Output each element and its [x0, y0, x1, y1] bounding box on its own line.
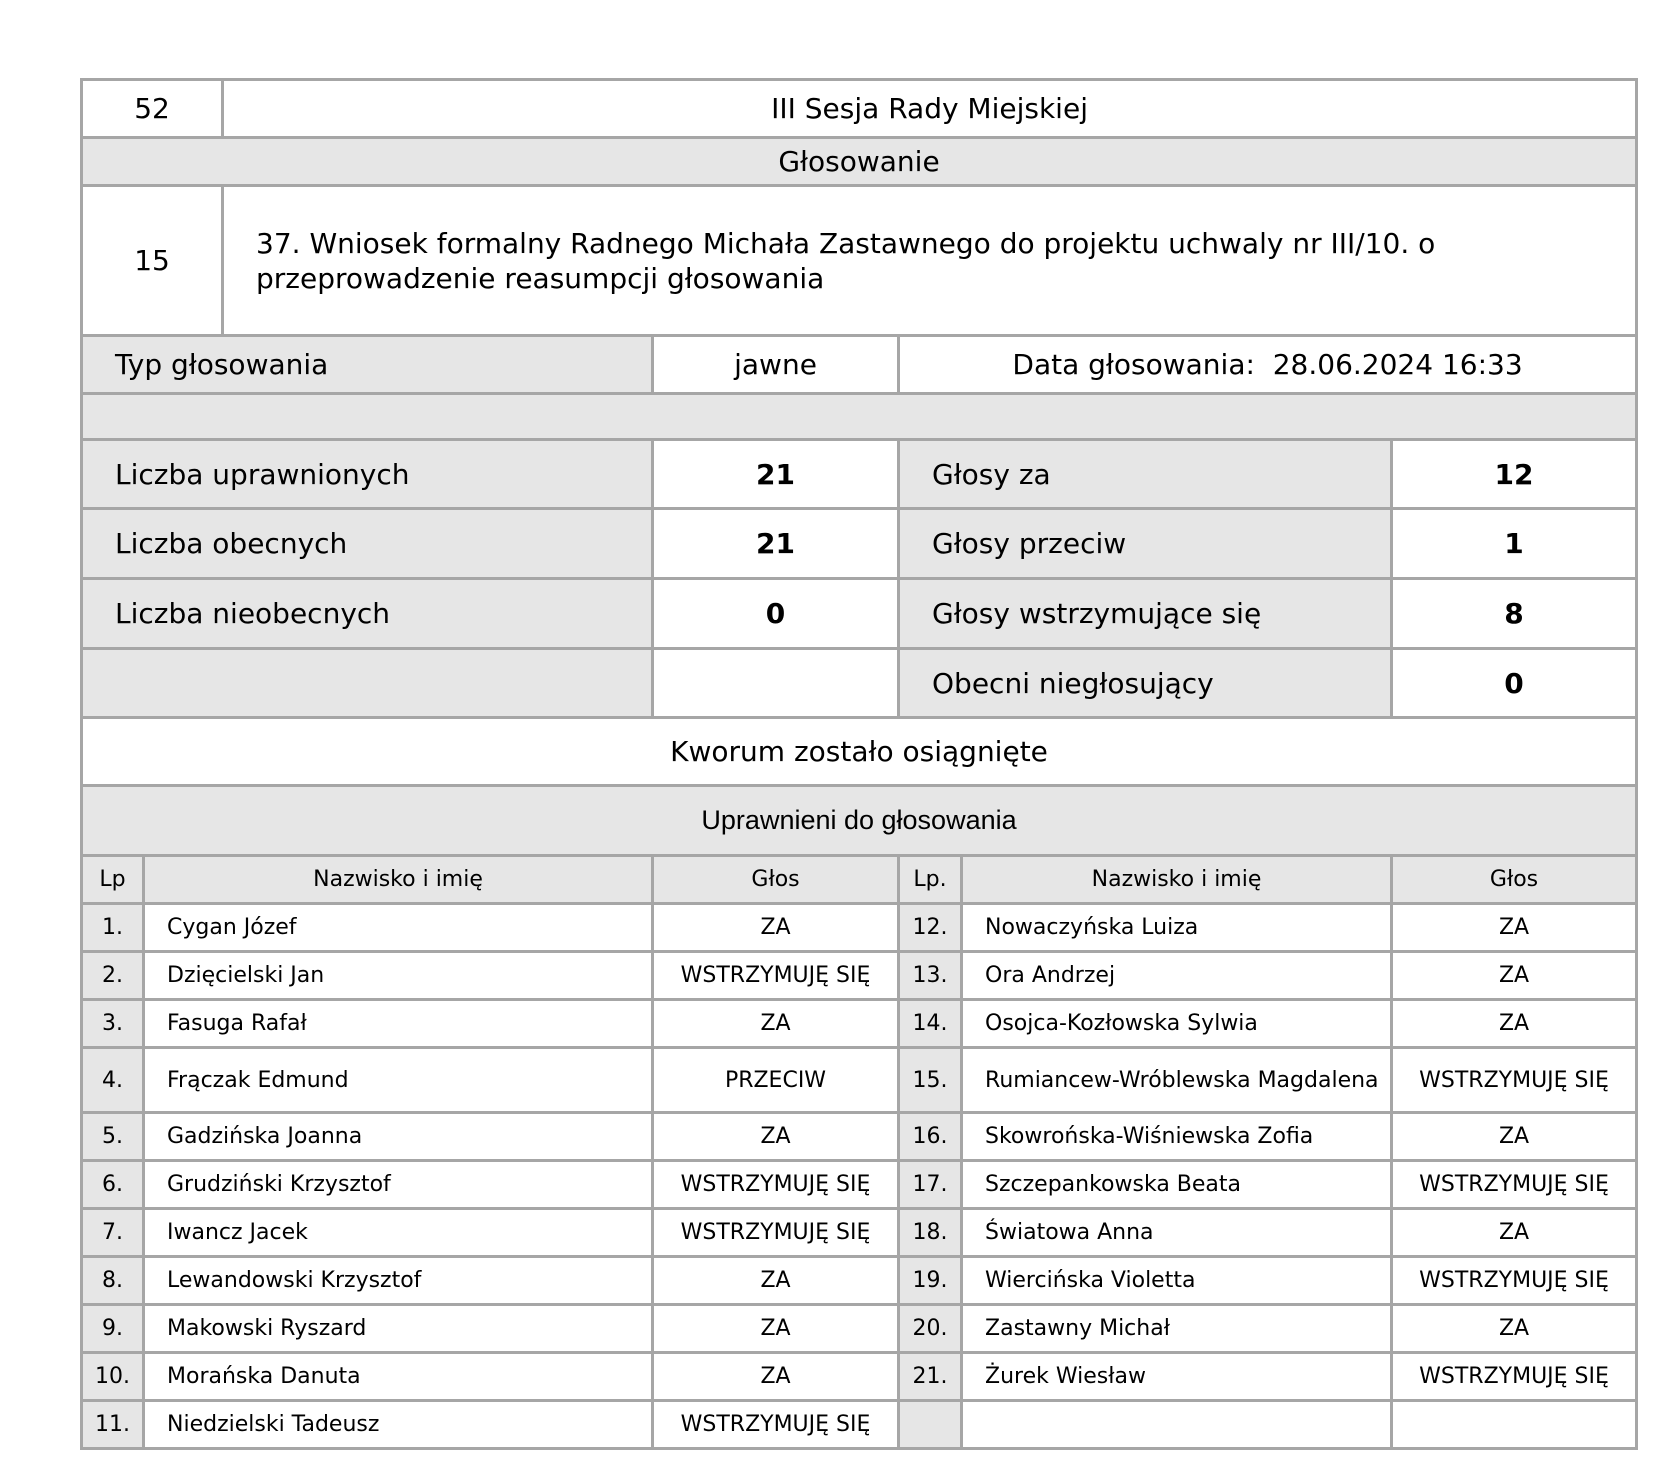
table-row [82, 1305, 1637, 1353]
voter-vote: ZA [1392, 1000, 1637, 1048]
voter-lp: 19. [899, 1257, 962, 1305]
voters-section-label: Uprawnieni do głosowania [82, 786, 1637, 856]
voter-lp: 17. [899, 1161, 962, 1209]
voter-lp: 12. [899, 904, 962, 952]
table-row [82, 1161, 1637, 1209]
voter-vote: ZA [653, 1353, 899, 1401]
voter-vote: ZA [1392, 952, 1637, 1000]
voter-name: Makowski Ryszard [144, 1305, 653, 1353]
voter-vote: WSTRZYMUJĘ SIĘ [1392, 1257, 1637, 1305]
table-row [82, 904, 1637, 952]
voter-vote: ZA [653, 1305, 899, 1353]
column-header-lp: Lp [82, 856, 144, 904]
voter-name: Grudziński Krzysztof [144, 1161, 653, 1209]
voter-vote [1392, 1401, 1637, 1449]
empty-cell [653, 649, 899, 718]
voter-vote: ZA [1392, 904, 1637, 952]
voter-lp: 21. [899, 1353, 962, 1401]
voter-lp: 20. [899, 1305, 962, 1353]
for-value: 12 [1392, 440, 1637, 509]
voter-vote: ZA [1392, 1113, 1637, 1161]
item-title: 37. Wniosek formalny Radnego Michała Zastawnego do projektu uchwaly nr III/10. o przeprowadzenie reasumpcji głosowania [223, 186, 1637, 336]
vote-date-label: Data głosowania: [1012, 348, 1255, 381]
voter-name: Frączak Edmund [144, 1048, 653, 1113]
voter-vote: PRZECIW [653, 1048, 899, 1113]
for-label: Głosy za [899, 440, 1392, 509]
present-label: Liczba obecnych [82, 509, 653, 579]
empty-cell [82, 649, 653, 718]
voter-vote: WSTRZYMUJĘ SIĘ [653, 1209, 899, 1257]
voter-name: Dzięcielski Jan [144, 952, 653, 1000]
voter-name: Iwancz Jacek [144, 1209, 653, 1257]
vote-type-label: Typ głosowania [82, 336, 653, 394]
entitled-label: Liczba uprawnionych [82, 440, 653, 509]
vote-date [899, 336, 1637, 394]
voter-name: Cygan Józef [144, 904, 653, 952]
voter-name: Rumiancew-Wróblewska Magdalena [962, 1048, 1392, 1113]
voter-name: Osojca-Kozłowska Sylwia [962, 1000, 1392, 1048]
voter-list [82, 904, 1637, 1449]
voter-vote: ZA [653, 1257, 899, 1305]
session-number: 52 [82, 80, 223, 138]
voter-vote: WSTRZYMUJĘ SIĘ [1392, 1048, 1637, 1113]
column-header-lp: Lp. [899, 856, 962, 904]
voter-lp: 2. [82, 952, 144, 1000]
voter-name: Światowa Anna [962, 1209, 1392, 1257]
not-voting-label: Obecni niegłosujący [899, 649, 1392, 718]
against-value: 1 [1392, 509, 1637, 579]
voter-vote: WSTRZYMUJĘ SIĘ [1392, 1353, 1637, 1401]
voter-name: Niedzielski Tadeusz [144, 1401, 653, 1449]
voter-lp: 3. [82, 1000, 144, 1048]
voter-name: Szczepankowska Beata [962, 1161, 1392, 1209]
voter-name: Żurek Wiesław [962, 1353, 1392, 1401]
voter-vote: WSTRZYMUJĘ SIĘ [1392, 1161, 1637, 1209]
voter-name: Skowrońska-Wiśniewska Zofia [962, 1113, 1392, 1161]
table-row [82, 952, 1637, 1000]
voter-vote: WSTRZYMUJĘ SIĘ [653, 952, 899, 1000]
voter-lp [899, 1401, 962, 1449]
voting-table [80, 78, 1638, 1450]
table-row [82, 1113, 1637, 1161]
voter-vote: WSTRZYMUJĘ SIĘ [653, 1161, 899, 1209]
table-row [82, 1000, 1637, 1048]
voter-name: Nowaczyńska Luiza [962, 904, 1392, 952]
entitled-value: 21 [653, 440, 899, 509]
present-value: 21 [653, 509, 899, 579]
absent-value: 0 [653, 579, 899, 649]
voter-lp: 5. [82, 1113, 144, 1161]
abstain-label: Głosy wstrzymujące się [899, 579, 1392, 649]
not-voting-value: 0 [1392, 649, 1637, 718]
column-header-vote: Głos [653, 856, 899, 904]
table-row [82, 1257, 1637, 1305]
voter-name: Lewandowski Krzysztof [144, 1257, 653, 1305]
table-row [82, 1401, 1637, 1449]
against-label: Głosy przeciw [899, 509, 1392, 579]
column-header-name: Nazwisko i imię [962, 856, 1392, 904]
quorum-status: Kworum zostało osiągnięte [82, 718, 1637, 786]
voter-name: Wiercińska Violetta [962, 1257, 1392, 1305]
absent-label: Liczba nieobecnych [82, 579, 653, 649]
table-row [82, 1353, 1637, 1401]
voter-vote: ZA [1392, 1209, 1637, 1257]
voter-vote: ZA [1392, 1305, 1637, 1353]
voter-lp: 7. [82, 1209, 144, 1257]
vote-date-value: 28.06.2024 16:33 [1272, 348, 1523, 381]
column-header-name: Nazwisko i imię [144, 856, 653, 904]
voter-lp: 15. [899, 1048, 962, 1113]
voter-lp: 8. [82, 1257, 144, 1305]
table-row [82, 1048, 1637, 1113]
voter-name [962, 1401, 1392, 1449]
voter-vote: ZA [653, 1000, 899, 1048]
voter-lp: 10. [82, 1353, 144, 1401]
voter-name: Ora Andrzej [962, 952, 1392, 1000]
voting-document [80, 78, 1609, 1450]
spacer-row [82, 394, 1637, 440]
voter-name: Morańska Danuta [144, 1353, 653, 1401]
column-header-vote: Głos [1392, 856, 1637, 904]
section-voting-label: Głosowanie [82, 138, 1637, 186]
voter-lp: 11. [82, 1401, 144, 1449]
abstain-value: 8 [1392, 579, 1637, 649]
voter-name: Zastawny Michał [962, 1305, 1392, 1353]
voter-lp: 4. [82, 1048, 144, 1113]
voter-name: Gadzińska Joanna [144, 1113, 653, 1161]
voter-lp: 6. [82, 1161, 144, 1209]
voter-name: Fasuga Rafał [144, 1000, 653, 1048]
voter-lp: 14. [899, 1000, 962, 1048]
voter-lp: 16. [899, 1113, 962, 1161]
voter-lp: 1. [82, 904, 144, 952]
voter-vote: ZA [653, 904, 899, 952]
vote-type-value: jawne [653, 336, 899, 394]
voter-lp: 9. [82, 1305, 144, 1353]
voter-lp: 18. [899, 1209, 962, 1257]
item-number: 15 [82, 186, 223, 336]
voter-vote: ZA [653, 1113, 899, 1161]
voter-lp: 13. [899, 952, 962, 1000]
table-row [82, 1209, 1637, 1257]
session-title: III Sesja Rady Miejskiej [223, 80, 1637, 138]
voter-vote: WSTRZYMUJĘ SIĘ [653, 1401, 899, 1449]
